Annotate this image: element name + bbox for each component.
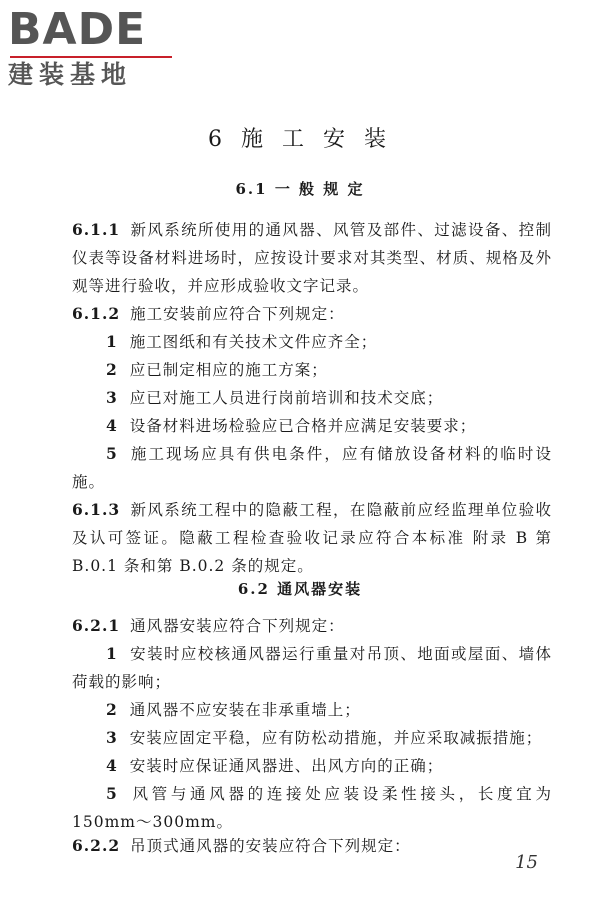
clause-number: 6.1.2 bbox=[72, 304, 121, 323]
clause-number: 6.1.3 bbox=[72, 500, 121, 519]
page-number: 15 bbox=[515, 852, 538, 873]
clause-6-2-2 bbox=[72, 832, 552, 860]
clause-number: 6.2.1 bbox=[72, 616, 121, 635]
clause-number: 6.2.2 bbox=[72, 836, 121, 855]
clause-6-1-3 bbox=[72, 496, 552, 580]
logo-divider bbox=[10, 56, 172, 58]
clause-6-1-1 bbox=[72, 216, 552, 300]
clause-6-1-2 bbox=[72, 300, 552, 328]
section-6-1-heading: 6.1 一 般 规 定 bbox=[235, 180, 365, 198]
clause-text: 吊顶式通风器的安装应符合下列规定： bbox=[130, 837, 411, 855]
clause-text: 新风系统所使用的通风器、风管及部件、过滤设备、控制仪表等设备材料进场时，应按设计要求对其类型、材质、规格及外观等进行验收，并应形成验收文字记录。 bbox=[72, 221, 552, 295]
list-item: 5 施工现场应具有供电条件，应有储放设备材料的临时设施。 bbox=[72, 444, 552, 491]
clause-6-2-1 bbox=[72, 612, 552, 640]
list-item: 1 安装时应校核通风器运行重量对吊顶、地面或屋面、墙体荷载的影响； bbox=[72, 644, 552, 691]
list-item: 3 应已对施工人员进行岗前培训和技术交底； bbox=[106, 388, 444, 407]
list-item: 3 安装应固定平稳，应有防松动措施，并应采取减振措施； bbox=[106, 728, 543, 747]
list-item: 4 安装时应保证通风器进、出风方向的正确； bbox=[106, 756, 444, 775]
list-item: 5 风管与通风器的连接处应装设柔性接头，长度宜为 150mm～300mm。 bbox=[72, 784, 552, 831]
logo-wordmark: BADE bbox=[8, 4, 147, 55]
list-item: 2 通风器不应安装在非承重墙上； bbox=[106, 700, 361, 719]
bade-logo bbox=[8, 6, 178, 90]
list-item: 1 施工图纸和有关技术文件应齐全； bbox=[106, 332, 378, 351]
list-item: 2 应已制定相应的施工方案； bbox=[106, 360, 328, 379]
chapter-title: 6 施 工 安 装 bbox=[208, 127, 392, 152]
clause-text: 新风系统工程中的隐蔽工程，在隐蔽前应经监理单位验收及认可签证。隐蔽工程检查验收记录应符合本标准 附录 B 第 B.0.1 条和第 B.0.2 条的规定。 bbox=[72, 501, 552, 575]
section-6-2-heading: 6.2 通风器安装 bbox=[237, 580, 363, 598]
logo-subtitle: 建装基地 bbox=[8, 60, 133, 89]
list-item: 4 设备材料进场检验应已合格并应满足安装要求； bbox=[106, 416, 477, 435]
clause-text: 通风器安装应符合下列规定： bbox=[130, 617, 345, 635]
clause-text: 施工安装前应符合下列规定： bbox=[130, 305, 345, 323]
clause-number: 6.1.1 bbox=[72, 220, 121, 239]
